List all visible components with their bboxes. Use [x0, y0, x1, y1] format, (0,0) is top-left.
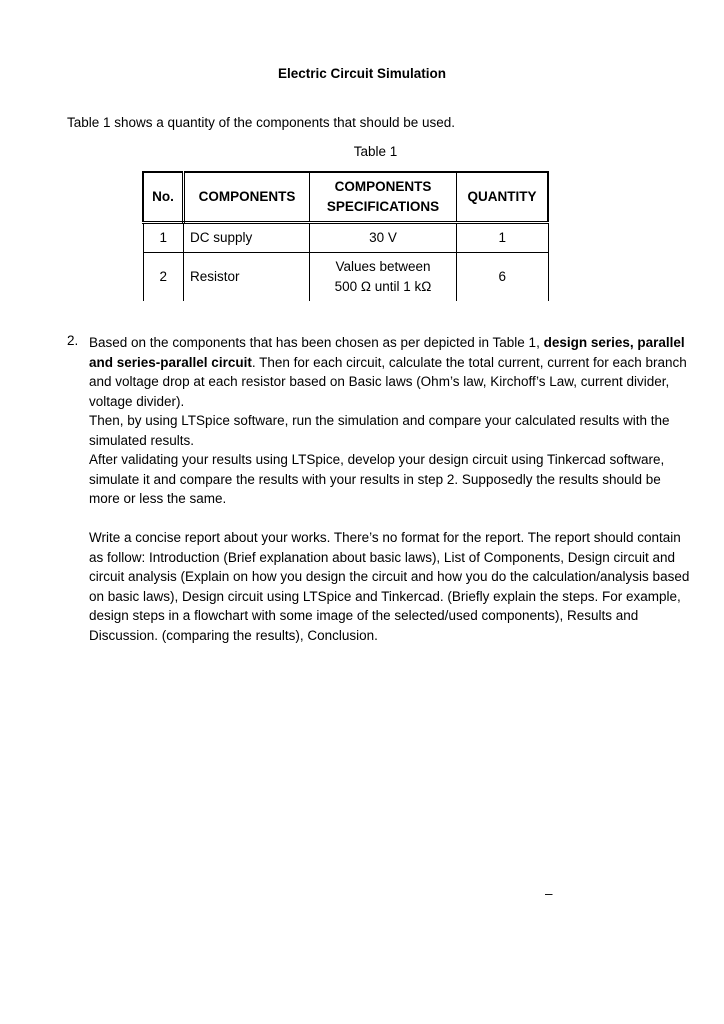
table-row	[143, 253, 548, 301]
header-quantity: QUANTITY	[457, 172, 549, 223]
header-no: No.	[143, 172, 184, 223]
row2-no: 2	[143, 253, 184, 301]
question-2	[67, 333, 692, 645]
header-components: COMPONENTS	[184, 172, 310, 223]
q2-paragraph-3: After validating your results using LTSpice, develop your design circuit using Tinkercad software, simulate it and compare the results with your results in step 2. Supposedly the results should be more or less the same.	[89, 452, 665, 506]
document-title: Electric Circuit Simulation	[277, 66, 447, 81]
q2-paragraph-4: Write a concise report about your works. There’s no format for the report. The report should contain as follow: Introduction (Brief explanation about basic laws), List of Components, Design circuit and circuit analysis (Explain on how you design the circuit and how you do the calculation/analysis based on basic laws), Design circuit using LTSpice and Tinkercad. (Briefly explain the steps. For example, design steps in a flowchart with some image of the selected/used components), Results and Discussion. (comparing the results), Conclusion.	[89, 530, 690, 643]
row1-spec: 30 V	[310, 223, 457, 253]
q2-paragraph-2: Then, by using LTSpice software, run the simulation and compare your calculated results with the simulated results.	[89, 413, 670, 448]
intro-text: Table 1 shows a quantity of the components that should be used.	[67, 115, 456, 130]
table-caption: Table 1	[353, 144, 398, 159]
row2-spec: Values between 500 Ω until 1 kΩ	[310, 253, 457, 301]
q2-paragraph-1: Based on the components that has been chosen as per depicted in Table 1, design series, parallel and series-parallel circuit. Then for each circuit, calculate the total current, current for each branch and voltage drop at each resistor based on Basic laws (Ohm’s law, Kirchoff’s Law, current divider, voltage divider).	[89, 335, 687, 409]
row1-qty: 1	[457, 223, 549, 253]
header-specifications: COMPONENTS SPECIFICATIONS	[310, 172, 457, 223]
question-number: 2.	[67, 333, 79, 348]
footer-mark: –	[545, 886, 553, 901]
row1-component: DC supply	[184, 223, 310, 253]
table-row	[143, 223, 548, 253]
table-header-row	[143, 172, 548, 223]
components-table	[142, 171, 549, 301]
row1-no: 1	[143, 223, 184, 253]
row2-qty: 6	[457, 253, 549, 301]
row2-component: Resistor	[184, 253, 310, 301]
q2-emphasis: design series, parallel and series-parallel circuit	[89, 335, 685, 370]
